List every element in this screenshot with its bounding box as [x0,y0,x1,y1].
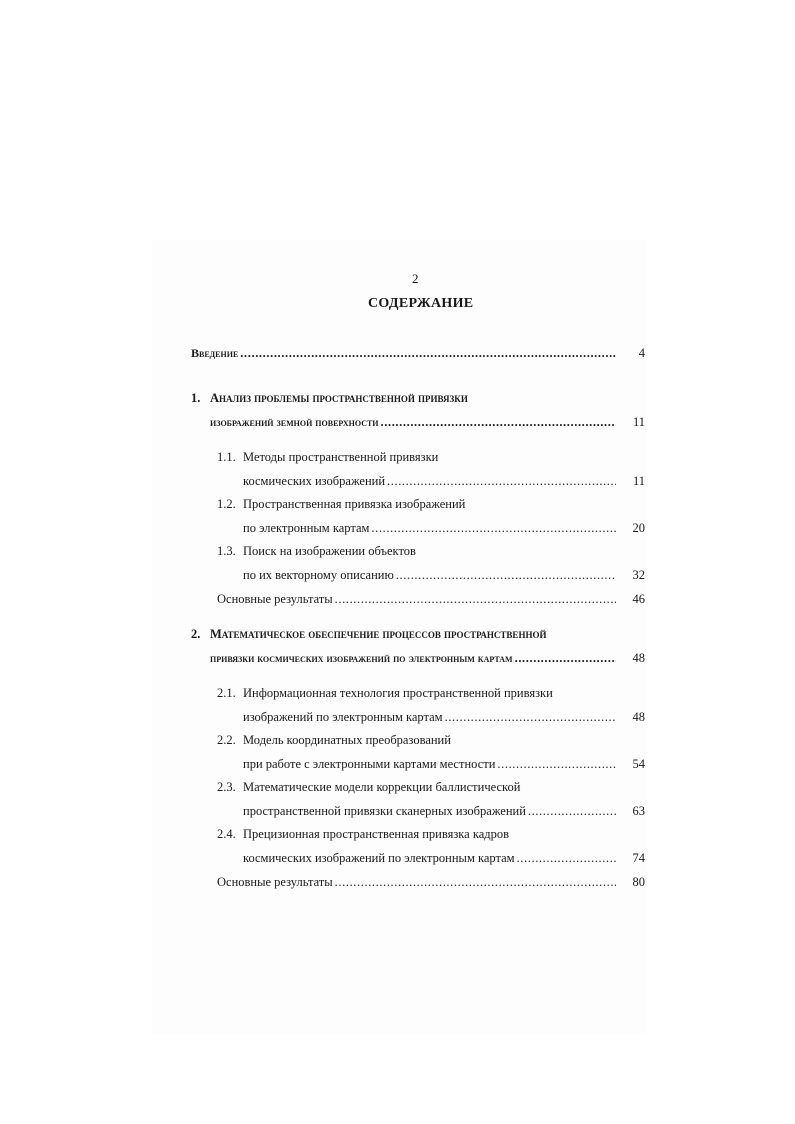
section-1-2-line1[interactable]: Пространственная привязка изображений [243,497,466,511]
leader-dots [396,567,616,583]
leader-dots [528,803,616,819]
section-2-2-line2[interactable] [243,756,616,772]
section-1-2-number: 1.2. [217,497,236,511]
chapter-1-results-page: 46 [632,592,645,606]
chapter-2-title-line2[interactable] [210,650,616,666]
chapter-1-title-line2[interactable] [210,414,616,430]
section-1-1-line2-text: космических изображений [243,474,386,488]
section-1-2-line2-text: по электронным картам [243,521,370,535]
leader-dots [240,345,616,361]
leader-dots [371,520,616,536]
section-1-3-number: 1.3. [217,544,236,558]
leader-dots [335,591,616,607]
chapter-2-number: 2. [191,627,201,641]
section-1-1-page: 11 [632,474,645,488]
leader-dots [445,709,616,725]
toc-intro-page: 4 [638,346,645,360]
section-2-3-page: 63 [632,804,645,818]
chapter-1-results[interactable] [217,591,616,607]
section-2-2-page: 54 [632,757,645,771]
section-1-3-line2-text: по их векторному описанию [243,568,394,582]
chapter-1-title-line1[interactable]: Анализ проблемы пространственной привязки [210,391,468,405]
chapter-1-page: 11 [632,415,645,429]
leader-dots [387,473,616,489]
section-2-1-line2[interactable] [243,709,616,725]
section-1-1-number: 1.1. [217,450,236,464]
section-1-3-line1[interactable]: Поиск на изображении объектов [243,544,416,558]
section-1-1-line1[interactable]: Методы пространственной привязки [243,450,439,464]
section-2-4-number: 2.4. [217,827,236,841]
chapter-2-results[interactable] [217,874,616,890]
chapter-1-number: 1. [191,391,201,405]
section-2-2-line2-text: при работе с электронными картами местности [243,757,496,771]
chapter-2-results-page: 80 [632,875,645,889]
toc-intro[interactable] [191,345,616,361]
section-2-3-line1[interactable]: Математические модели коррекции баллистической [243,780,521,794]
chapter-2-results-label: Основные результаты [217,875,333,889]
leader-dots [515,650,616,666]
section-2-3-line2[interactable] [243,803,616,819]
section-2-1-line2-text: изображений по электронным картам [243,710,443,724]
section-2-4-page: 74 [632,851,645,865]
section-2-1-line1[interactable]: Информационная технология пространственной привязки [243,686,553,700]
section-1-3-page: 32 [632,568,645,582]
leader-dots [497,756,616,772]
section-1-2-line2[interactable] [243,520,616,536]
chapter-1-results-label: Основные результаты [217,592,333,606]
chapter-2-page: 48 [632,651,645,665]
section-2-2-line1[interactable]: Модель координатных преобразований [243,733,451,747]
section-1-1-line2[interactable] [243,473,616,489]
section-2-1-page: 48 [632,710,645,724]
section-2-4-line2[interactable] [243,850,616,866]
leader-dots [517,850,616,866]
section-1-2-page: 20 [632,521,645,535]
section-2-2-number: 2.2. [217,733,236,747]
section-2-1-number: 2.1. [217,686,236,700]
section-2-4-line1[interactable]: Прецизионная пространственная привязка кадров [243,827,510,841]
chapter-2-title-line1[interactable]: Математическое обеспечение процессов пространственной [210,627,547,641]
section-2-3-line2-text: пространственной привязки сканерных изображений [243,804,526,818]
section-2-3-number: 2.3. [217,780,236,794]
chapter-1-title-line2-text: изображений земной поверхности [210,415,379,429]
section-2-4-line2-text: космических изображений по электронным картам [243,851,515,865]
toc-intro-label: Введение [191,346,239,360]
page-number: 2 [412,271,419,286]
section-1-3-line2[interactable] [243,567,616,583]
chapter-2-title-line2-text: привязки космических изображений по электронным картам [210,651,513,665]
leader-dots [381,414,616,430]
leader-dots [335,874,616,890]
page-title: СОДЕРЖАНИЕ [368,296,474,311]
